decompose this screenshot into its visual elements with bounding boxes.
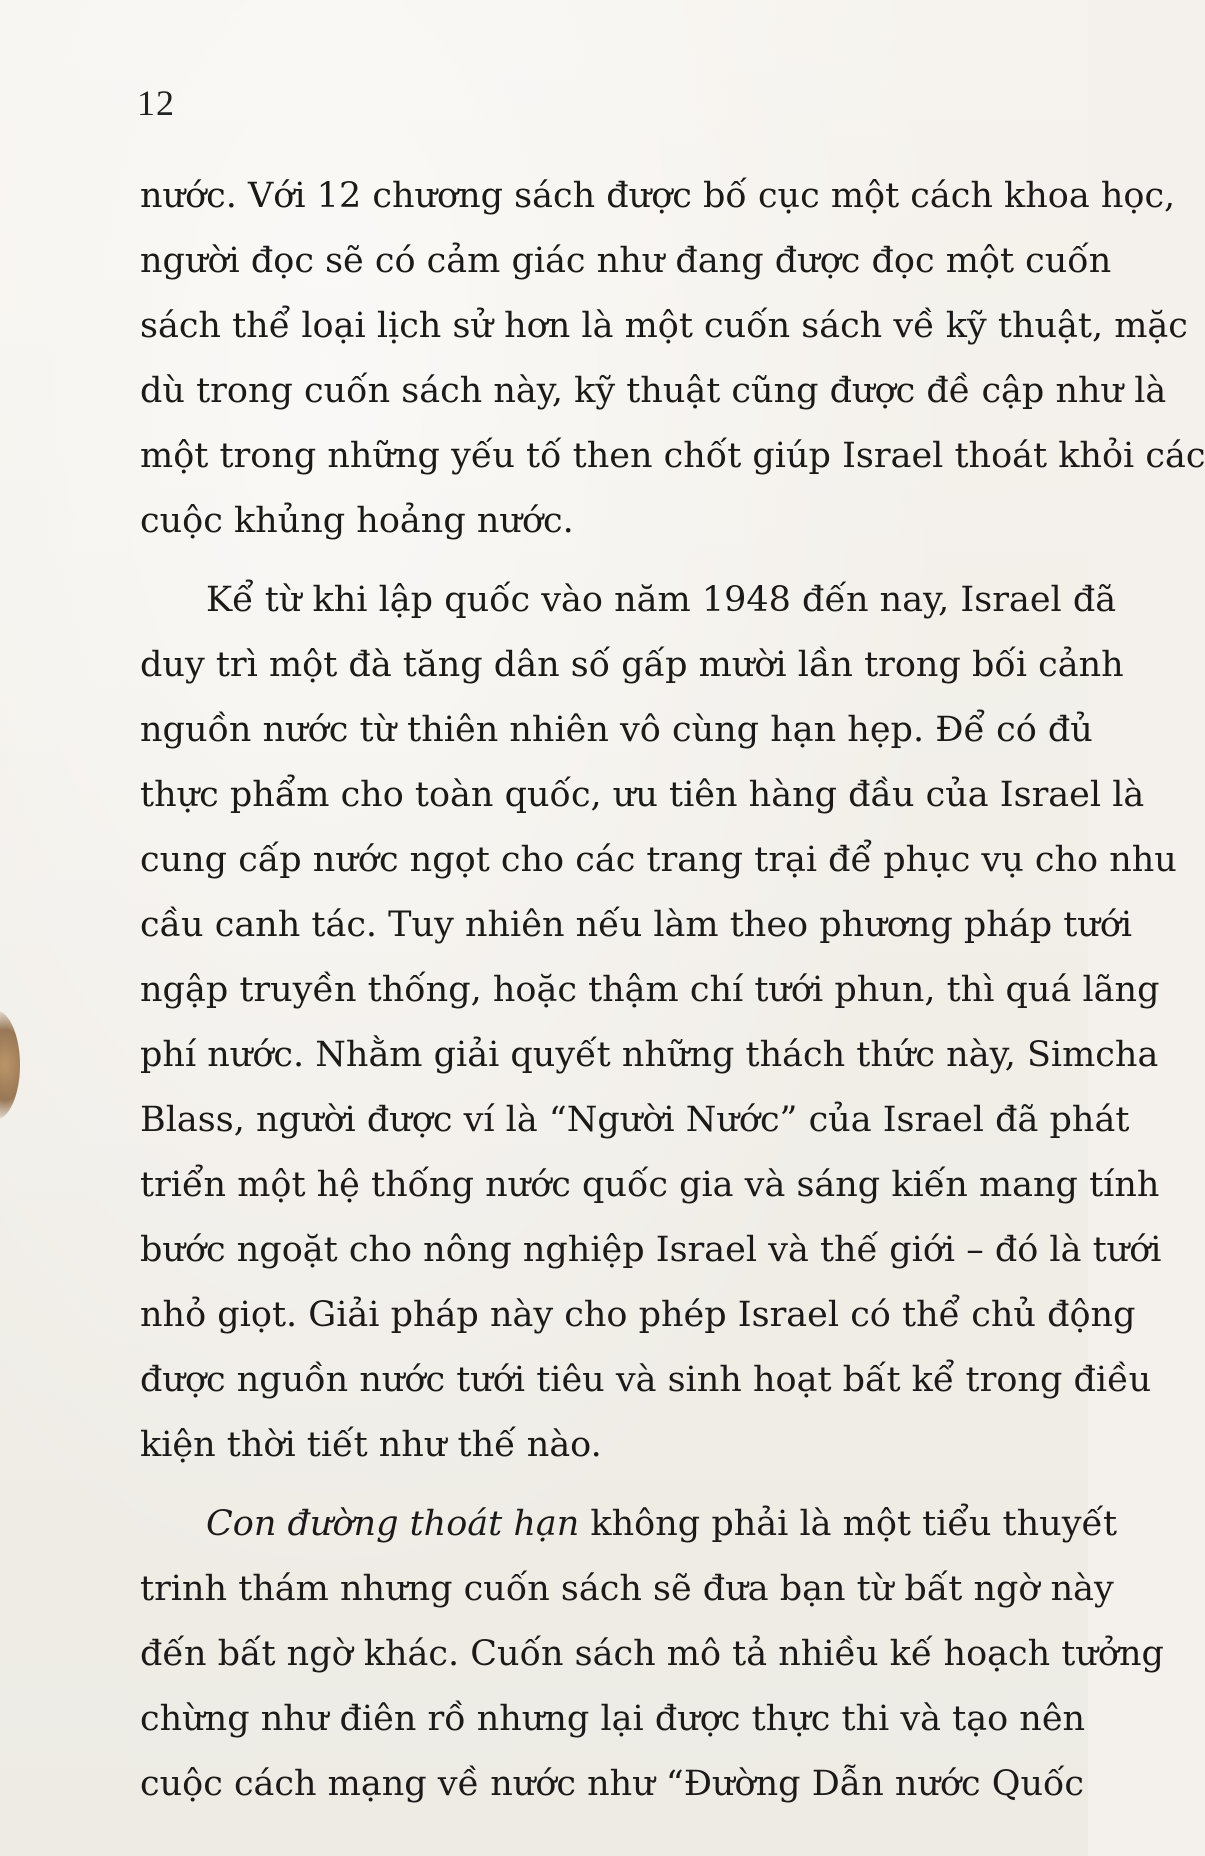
book-title-italic: Con đường thoát hạn [206, 1504, 580, 1544]
text-line: cung cấp nước ngọt cho các trang trại để phục vụ cho nhu [140, 840, 1177, 880]
text-line: nước. Với 12 chương sách được bố cục một cách khoa học, [140, 176, 1176, 216]
text-line: bước ngoặt cho nông nghiệp Israel và thế giới – đó là tưới [140, 1230, 1162, 1270]
text-run: không phải là một tiểu thuyết [579, 1504, 1118, 1544]
text-line: duy trì một đà tăng dân số gấp mười lần trong bối cảnh [140, 645, 1124, 685]
text-line: Blass, người được ví là “Người Nước” của Israel đã phát [140, 1100, 1130, 1140]
page-number: 12 [137, 83, 175, 123]
text-line: sách thể loại lịch sử hơn là một cuốn sách về kỹ thuật, mặc [140, 306, 1188, 346]
text-line: trinh thám nhưng cuốn sách sẽ đưa bạn từ bất ngờ này [140, 1569, 1114, 1609]
text-line [140, 1492, 1118, 1557]
paragraph-2 [140, 568, 1177, 1478]
text-line: thực phẩm cho toàn quốc, ưu tiên hàng đầu của Israel là [140, 775, 1145, 815]
text-line: nhỏ giọt. Giải pháp này cho phép Israel có thể chủ động [140, 1295, 1136, 1335]
text-line: phí nước. Nhằm giải quyết những thách thức này, Simcha [140, 1035, 1159, 1075]
page-edge-shadow [0, 1010, 20, 1120]
text-line: cuộc cách mạng về nước như “Đường Dẫn nước Quốc [140, 1764, 1085, 1804]
text-line: được nguồn nước tưới tiêu và sinh hoạt bất kể trong điều [140, 1360, 1152, 1400]
text-line: ngập truyền thống, hoặc thậm chí tưới phun, thì quá lãng [140, 970, 1160, 1010]
text-line: cuộc khủng hoảng nước. [140, 501, 574, 541]
text-line: kiện thời tiết như thế nào. [140, 1425, 602, 1465]
text-line: Kể từ khi lập quốc vào năm 1948 đến nay, Israel đã [206, 580, 1117, 620]
paragraph-1 [140, 164, 1205, 554]
text-line: chừng như điên rồ nhưng lại được thực thi và tạo nên [140, 1699, 1086, 1739]
text-line: đến bất ngờ khác. Cuốn sách mô tả nhiều kế hoạch tưởng [140, 1634, 1164, 1674]
text-line: dù trong cuốn sách này, kỹ thuật cũng được đề cập như là [140, 371, 1167, 411]
text-line: một trong những yếu tố then chốt giúp Israel thoát khỏi các [140, 436, 1205, 476]
paragraph-3 [140, 1492, 1164, 1817]
text-line: triển một hệ thống nước quốc gia và sáng kiến mang tính [140, 1165, 1160, 1205]
text-line: nguồn nước từ thiên nhiên vô cùng hạn hẹp. Để có đủ [140, 710, 1093, 750]
text-line: cầu canh tác. Tuy nhiên nếu làm theo phương pháp tưới [140, 905, 1133, 945]
text-line: người đọc sẽ có cảm giác như đang được đọc một cuốn [140, 241, 1112, 281]
body-text [140, 164, 1205, 1817]
